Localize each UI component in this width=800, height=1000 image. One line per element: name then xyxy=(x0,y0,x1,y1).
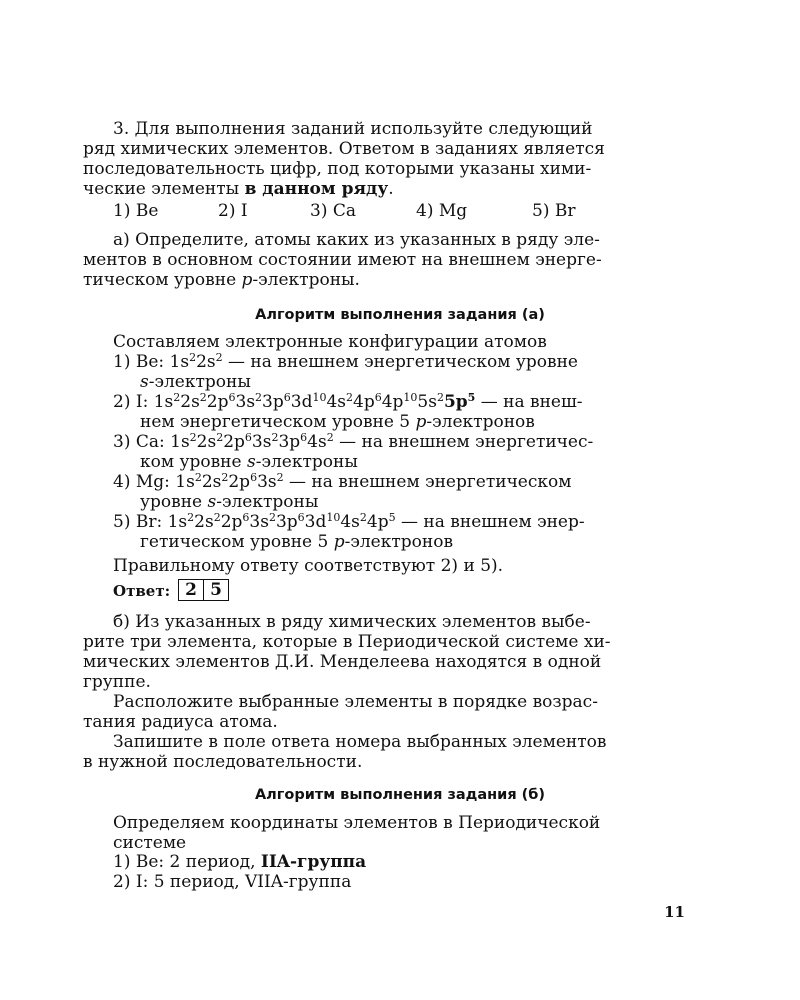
config-segment: p xyxy=(415,412,427,432)
heading-algorithm-b: Алгоритм выполнения задания (б) xyxy=(254,787,546,803)
config-4-line-1 xyxy=(113,472,571,494)
task-b-p1-line-2: рите три элемента, которые в Периодической системе хи- xyxy=(83,632,611,652)
answer-cell-1: 2 xyxy=(185,580,197,600)
config-segment: 2 xyxy=(187,511,195,524)
config-segment: 6 xyxy=(228,391,236,404)
task-b-p3-line-1: Запишите в поле ответа номера выбранных элементов xyxy=(113,732,607,752)
config-segment: 2s xyxy=(194,512,214,532)
config-segment: 3d xyxy=(290,392,313,412)
config-segment: 2 xyxy=(216,431,224,444)
config-segment: 10 xyxy=(312,391,327,404)
config-segment: 2p xyxy=(206,392,229,412)
task-a-line-2: ментов в основном состоянии имеют на внешнем энерге- xyxy=(83,250,602,270)
algo-a-intro: Составляем электронные конфигурации атомов xyxy=(113,332,547,352)
config-segment: 2 xyxy=(189,431,197,444)
config-segment: -электроны xyxy=(216,492,319,512)
task3-line-4 xyxy=(83,179,394,199)
config-segment: s xyxy=(207,492,217,512)
config-segment: 2 xyxy=(268,511,276,524)
config-segment: 6 xyxy=(300,431,308,444)
config-segment: — на внешнем энергетическом уровне xyxy=(222,352,578,372)
config-5-line-2 xyxy=(140,532,453,552)
config-segment: 6 xyxy=(283,391,291,404)
config-segment: 1) Be: 1s xyxy=(113,352,190,372)
config-segment: -электроны xyxy=(255,452,358,472)
config-segment: 2 xyxy=(213,511,221,524)
task-a-line-3-text: тическом уровне xyxy=(83,270,242,290)
answer-label: Ответ: xyxy=(113,582,171,600)
config-segment: 5) Br: 1s xyxy=(113,512,188,532)
element-3: 3) Ca xyxy=(310,201,356,221)
config-segment: 3p xyxy=(278,432,301,452)
config-2-line-2 xyxy=(140,412,535,432)
config-segment: 2 xyxy=(173,391,181,404)
algo-b-item-1-text: 1) Be: 2 период, xyxy=(113,852,261,872)
config-segment: p xyxy=(333,532,345,552)
config-segment: 3d xyxy=(304,512,327,532)
config-segment: 4) Mg: 1s xyxy=(113,472,195,492)
config-segment: 4s xyxy=(326,392,346,412)
config-segment: 2 xyxy=(221,471,229,484)
task-a-line-1: а) Определите, атомы каких из указанных в ряду эле- xyxy=(113,230,600,250)
config-segment: 4p xyxy=(353,392,375,412)
task3-line-4-text: ческие элементы xyxy=(83,179,245,199)
config-segment: 6 xyxy=(297,511,305,524)
config-segment: 2s xyxy=(201,472,222,492)
config-segment: 2) I: 1s xyxy=(113,392,174,412)
algo-a-conclusion: Правильному ответу соответствуют 2) и 5). xyxy=(113,556,504,576)
task3-line-2: ряд химических элементов. Ответом в заданиях является xyxy=(83,139,605,159)
config-4-line-2 xyxy=(140,492,318,512)
config-segment: 2p xyxy=(228,472,251,492)
config-5-line-1 xyxy=(113,512,585,534)
config-segment: 4p xyxy=(366,512,389,532)
config-segment: 2 xyxy=(436,391,444,404)
config-segment: 2p xyxy=(220,512,243,532)
config-segment: 6 xyxy=(250,471,258,484)
config-segment: 2 xyxy=(194,471,202,484)
config-segment: 2 xyxy=(359,511,367,524)
config-segment: s xyxy=(140,372,149,392)
task-a-line-3-end: -электроны. xyxy=(252,270,360,290)
config-segment: 5p xyxy=(443,392,468,412)
config-segment: 2 xyxy=(255,391,263,404)
task-b-p2-line-2: тания радиуса атома. xyxy=(83,712,278,732)
config-segment: 10 xyxy=(403,391,418,404)
config-segment: — на внешнем энергетическом xyxy=(283,472,572,492)
config-segment: 2s xyxy=(180,392,200,412)
task3-line-4-end: . xyxy=(388,179,394,199)
config-segment: 2s xyxy=(196,432,217,452)
config-segment: 4s xyxy=(307,432,327,452)
config-segment: — на внеш- xyxy=(475,392,583,412)
config-segment: 3) Ca: 1s xyxy=(113,432,190,452)
config-segment: 5 xyxy=(467,391,476,404)
config-segment: 2 xyxy=(346,391,353,404)
config-segment: 5s xyxy=(417,392,437,412)
config-segment: s xyxy=(246,452,256,472)
task-a-line-3 xyxy=(83,270,360,290)
task-b-p1-line-3: мических элементов Д.И. Менделеева находятся в одной xyxy=(83,652,602,672)
config-segment: -электроны xyxy=(148,372,251,392)
algo-b-item-2: 2) I: 5 период, VIIA-группа xyxy=(113,872,352,892)
algo-b-item-1-group: IIA-группа xyxy=(260,852,367,872)
algo-b-intro-line-1: Определяем координаты элементов в Периодической xyxy=(113,813,601,833)
config-2-line-1 xyxy=(113,392,583,414)
config-segment: 6 xyxy=(374,391,382,404)
config-segment: 2 xyxy=(199,391,207,404)
config-3-line-2 xyxy=(140,452,358,472)
config-segment: 2 xyxy=(189,351,197,364)
config-segment: 3s xyxy=(235,392,256,412)
config-segment: 2s xyxy=(196,352,216,372)
config-1-line-2 xyxy=(140,372,251,392)
config-segment: 4p xyxy=(381,392,404,412)
element-1: 1) Be xyxy=(113,201,159,221)
task-a-p-symbol: p xyxy=(241,270,253,290)
config-segment: нем энергетическом уровне 5 xyxy=(140,412,416,432)
page-number: 11 xyxy=(664,903,685,921)
config-segment: 4s xyxy=(340,512,360,532)
answer-box xyxy=(178,579,229,601)
algo-b-intro-line-2: системе xyxy=(113,833,187,853)
config-segment: — на внешнем энергетичес- xyxy=(333,432,594,452)
config-segment: ком уровне xyxy=(140,452,247,472)
task3-emphasis: в данном ряду xyxy=(244,179,389,199)
config-segment: 2 xyxy=(276,471,284,484)
config-segment: 2p xyxy=(223,432,245,452)
answer-cell-2: 5 xyxy=(203,580,228,600)
config-3-line-1 xyxy=(113,432,593,454)
config-segment: — на внешнем энер- xyxy=(395,512,585,532)
task3-line-3: последовательность цифр, под которыми указаны хими- xyxy=(83,159,592,179)
config-segment: -электронов xyxy=(344,532,454,552)
config-segment: 3s xyxy=(257,472,277,492)
task-b-p1-line-4: группе. xyxy=(83,672,151,692)
config-segment: уровне xyxy=(140,492,208,512)
task-b-p1-line-1: б) Из указанных в ряду химических элементов выбе- xyxy=(113,612,591,632)
config-segment: 6 xyxy=(242,511,250,524)
element-4: 4) Mg xyxy=(416,201,468,221)
task3-line-1: 3. Для выполнения заданий используйте следующий xyxy=(113,119,593,139)
config-segment: 2 xyxy=(215,351,223,364)
config-1-line-1 xyxy=(113,352,578,374)
task-b-p3-line-2: в нужной последовательности. xyxy=(83,752,363,772)
config-segment: 3s xyxy=(251,432,272,452)
config-segment: 5 xyxy=(388,511,396,524)
config-segment: 3s xyxy=(249,512,269,532)
config-segment: 2 xyxy=(271,431,279,444)
heading-algorithm-a: Алгоритм выполнения задания (а) xyxy=(255,307,545,323)
element-5: 5) Br xyxy=(532,201,576,221)
config-segment: -электронов xyxy=(426,412,535,432)
config-segment: 6 xyxy=(244,431,252,444)
algo-b-item-1 xyxy=(113,852,366,872)
config-segment: 3p xyxy=(275,512,298,532)
config-segment: 10 xyxy=(326,511,341,524)
config-segment: 2 xyxy=(326,431,334,444)
config-segment: 3p xyxy=(262,392,284,412)
element-2: 2) I xyxy=(218,201,248,221)
task-b-p2-line-1: Расположите выбранные элементы в порядке возрас- xyxy=(113,692,598,712)
config-segment: гетическом уровне 5 xyxy=(140,532,334,552)
